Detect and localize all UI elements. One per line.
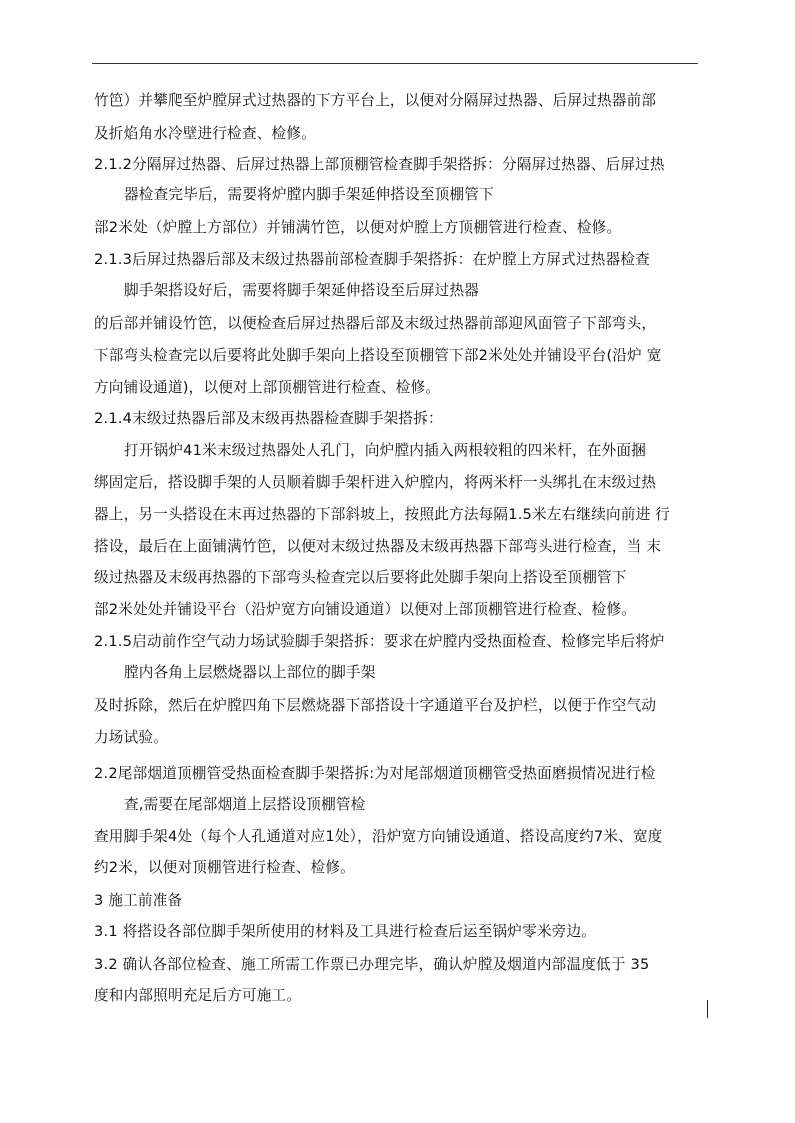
- text-line: 约2米，以便对顶棚管进行检查、检修。: [94, 859, 355, 876]
- text-line: 搭设，最后在上面铺满竹笆，以便对末级过热器及末级再热器下部弯头进行检查，当 末: [94, 538, 662, 555]
- text-line: 方向铺设通道)，以便对上部顶棚管进行检查、检修。: [94, 379, 441, 396]
- text-line: 2.1.5启动前作空气动力场试验脚手架搭拆：要求在炉膛内受热面检查、检修完毕后将炉: [94, 633, 665, 650]
- text-cursor: [707, 1000, 708, 1018]
- text-line: 竹笆）并攀爬至炉膛屏式过热器的下方平台上，以便对分隔屏过热器、后屏过热器前部: [94, 92, 657, 109]
- text-line: 绑固定后，搭设脚手架的人员顺着脚手架杆进入炉膛内，将两米杆一头绑扎在末级过热: [94, 474, 657, 491]
- text-line: 2.1.2分隔屏过热器、后屏过热器上部顶棚管检查脚手架搭拆：分隔屏过热器、后屏过热: [94, 156, 665, 173]
- text-line: 膛内各角上层燃烧器以上部位的脚手架: [124, 664, 376, 681]
- text-line: 下部弯头检查完以后要将此处脚手架向上搭设至顶棚管下部2米处处并铺设平台(沿炉 宽: [94, 347, 662, 364]
- text-line: 打开锅炉41米末级过热器处人孔门，向炉膛内插入两根较粗的四米杆，在外面捆: [124, 442, 646, 459]
- text-line: 器检查完毕后，需要将炉膛内脚手架延伸搭设至顶棚管下: [124, 186, 494, 203]
- text-line: 3.1 将搭设各部位脚手架所使用的材料及工具进行检查后运至锅炉零米旁边。: [94, 923, 597, 940]
- text-line: 力场试验。: [94, 729, 168, 746]
- text-line: 部2米处（炉膛上方部位）并铺满竹笆，以便对炉膛上方顶棚管进行检查、检修。: [94, 219, 622, 236]
- text-line: 查,需要在尾部烟道上层搭设顶棚管检: [124, 796, 366, 813]
- text-line: 查用脚手架4处（每个人孔通道对应1处），沿炉宽方向铺设通道、搭设高度约7米、宽度: [94, 828, 663, 845]
- text-line: 2.1.4末级过热器后部及末级再热器检查脚手架搭拆：: [94, 410, 443, 427]
- section-heading: 3 施工前准备: [94, 892, 183, 909]
- text-line: 2.1.3后屏过热器后部及末级过热器前部检查脚手架搭拆：在炉膛上方屏式过热器检查: [94, 251, 650, 268]
- text-line: 及折焰角水冷壁进行检查、检修。: [94, 125, 316, 142]
- text-line: 级过热器及末级再热器的下部弯头检查完以后要将此处脚手架向上搭设至顶棚管下: [94, 569, 627, 586]
- text-line: 脚手架搭设好后，需要将脚手架延伸搭设至后屏过热器: [124, 282, 480, 299]
- text-line: 2.2尾部烟道顶棚管受热面检查脚手架搭拆:为对尾部烟道顶棚管受热面磨损情况进行检: [94, 765, 656, 782]
- text-line: 度和内部照明充足后方可施工。: [94, 987, 302, 1004]
- text-line: 部2米处处并铺设平台（沿炉宽方向铺设通道）以便对上部顶棚管进行检查、检修。: [94, 601, 637, 618]
- text-line: 器上，另一头搭设在末再过热器的下部斜坡上，按照此方法每隔1.5米左右继续向前进 行: [94, 506, 671, 523]
- text-line: 的后部并铺设竹笆，以便检查后屏过热器后部及末级过热器前部迎风面管子下部弯头，: [94, 315, 657, 332]
- text-line: 及时拆除，然后在炉膛四角下层燃烧器下部搭设十字通道平台及护栏，以便于作空气动: [94, 697, 657, 714]
- text-line: 3.2 确认各部位检查、施工所需工作票已办理完毕，确认炉膛及烟道内部温度低于 35: [94, 956, 650, 973]
- header-rule: [92, 63, 698, 64]
